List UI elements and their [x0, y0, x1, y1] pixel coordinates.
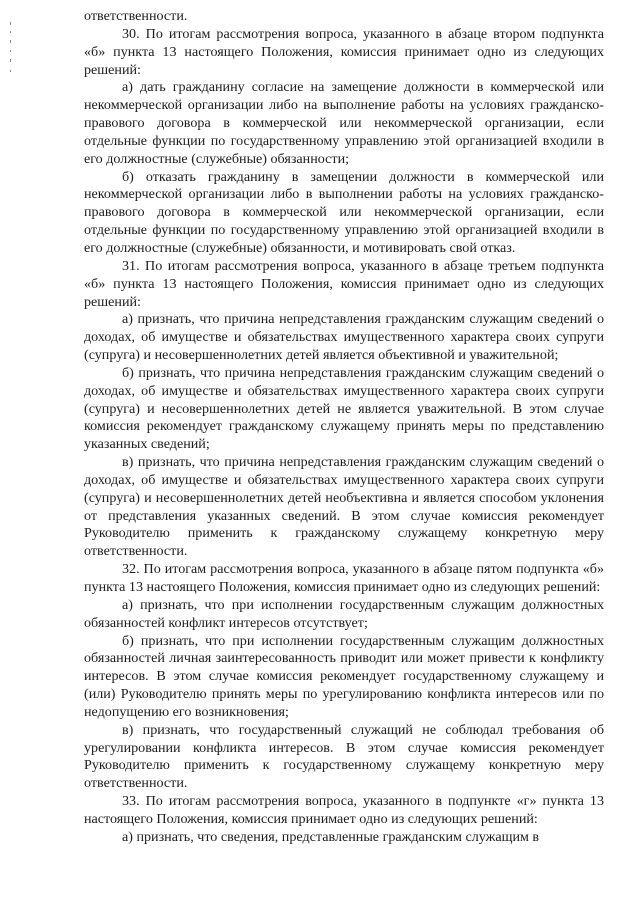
- paragraph-item-32: 32. По итогам рассмотрения вопроса, указанного в абзаце пятом подпункта «б» пункта 13 настоящего Положения, комиссия принимает одно из следующих решений:: [84, 561, 604, 595]
- paragraph-item-32-v: в) признать, что государственный служащий не соблюдал требования об урегулировании конфликта интересов. В этом случае комиссия рекомендует Руководителю применить к государственному служащему конкретную меру ответственности.: [84, 721, 604, 792]
- paragraph-item-30-a: а) дать гражданину согласие на замещение должности в коммерческой или некоммерческой организации либо на выполнение работы на условиях гражданско-правового договора в коммерческой или некоммерческой организации, если отдельные функции по государственному управлению этой организацией входили в его должностные (служебные) обязанности;: [84, 79, 604, 167]
- binding-marks: [8, 22, 14, 82]
- paragraph-item-31-a: а) признать, что причина непредставления гражданским служащим сведений о доходах, об имуществе и обязательствах имущественного характера своих супруги (супруга) и несовершеннолетних детей является объективной и уважительной;: [84, 311, 604, 364]
- paragraph-item-33-a: а) признать, что сведения, представленные гражданским служащим в: [122, 828, 540, 845]
- paragraph-item-33: 33. По итогам рассмотрения вопроса, указанного в подпункте «г» пункта 13 настоящего Положения, комиссия принимает одно из следующих решений:: [84, 793, 604, 827]
- paragraph-continuation: ответственности.: [84, 8, 188, 24]
- paragraph-item-32-a: а) признать, что при исполнении государственным служащим должностных обязанностей конфликт интересов отсутствует;: [84, 596, 604, 631]
- paragraph-item-32-b: б) признать, что при исполнении государственным служащим должностных обязанностей личная заинтересованность приводит или может привести к конфликту интересов. В этом случае комиссия рекомендует государственному служащему и (или) Руководителю принять меры по урегулированию конфликта интересов или по недопущению его возникновения;: [84, 632, 604, 720]
- paragraph-item-30-b: б) отказать гражданину в замещении должности в коммерческой или некоммерческой организации либо в выполнении работы на условиях гражданско-правового договора в коммерческой или некоммерческой организации, если отдельные функции по государственному управлению этой организацией входили в его должностные (служебные) обязанности, и мотивировать свой отказ.: [84, 168, 604, 256]
- document-body: [84, 8, 604, 847]
- paragraph-item-31-v: в) признать, что причина непредставления гражданским служащим сведений о доходах, об имуществе и обязательствах имущественного характера своих супруги (супруга) и несовершеннолетних детей необъективна и является способом уклонения от представления указанных сведений. В этом случае комиссия рекомендует Руководителю применить к гражданскому служащему конкретную меру ответственности.: [84, 454, 604, 560]
- paragraph-item-30: 30. По итогам рассмотрения вопроса, указанного в абзаце втором подпункта «б» пункта 13 настоящего Положения, комиссия принимает одно из следующих решений:: [84, 25, 604, 78]
- paragraph-item-31-b: б) признать, что причина непредставления гражданским служащим сведений о доходах, об имуществе и обязательствах имущественного характера своих супруги (супруга) и несовершеннолетних детей не является уважительной. В этом случае комиссия рекомендует гражданскому служащему принять меры по представлению указанных сведений;: [84, 364, 604, 453]
- paragraph-item-31: 31. По итогам рассмотрения вопроса, указанного в абзаце третьем подпункта «б» пункта 13 настоящего Положения, комиссия принимает одно из следующих решений:: [84, 257, 604, 310]
